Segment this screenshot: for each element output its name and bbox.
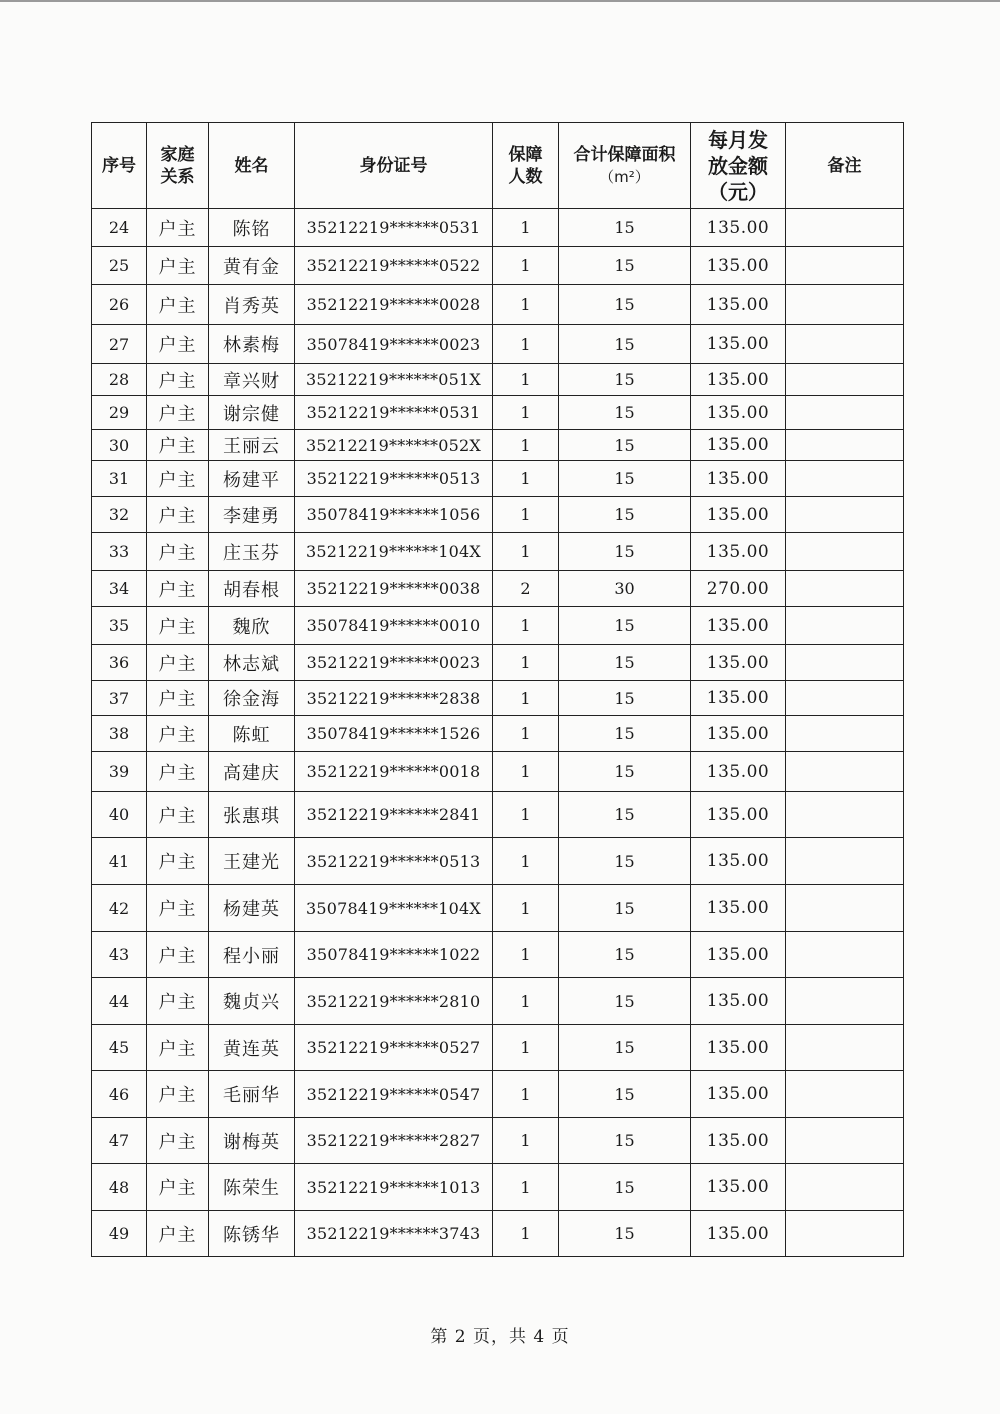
header-seq: 序号 <box>92 123 147 209</box>
cell-remark <box>786 681 904 716</box>
cell-seq: 31 <box>92 461 147 497</box>
cell-seq: 45 <box>92 1025 147 1071</box>
cell-relation: 户主 <box>147 645 209 681</box>
cell-area: 15 <box>559 533 691 571</box>
cell-seq: 36 <box>92 645 147 681</box>
header-remark: 备注 <box>786 123 904 209</box>
cell-remark <box>786 932 904 978</box>
table-row <box>92 364 904 396</box>
cell-persons: 1 <box>493 1025 559 1071</box>
cell-amount: 135.00 <box>691 364 786 396</box>
cell-name: 徐金海 <box>209 681 295 716</box>
cell-name: 李建勇 <box>209 497 295 533</box>
cell-relation: 户主 <box>147 209 209 247</box>
header-name: 姓名 <box>209 123 295 209</box>
cell-relation: 户主 <box>147 461 209 497</box>
cell-area: 15 <box>559 247 691 285</box>
cell-persons: 1 <box>493 247 559 285</box>
cell-seq: 29 <box>92 396 147 430</box>
cell-remark <box>786 716 904 752</box>
cell-amount: 135.00 <box>691 247 786 285</box>
cell-area: 15 <box>559 325 691 364</box>
cell-relation: 户主 <box>147 285 209 325</box>
housing-subsidy-table <box>91 122 904 1257</box>
cell-id-number: 35212219******0531 <box>295 396 493 430</box>
cell-persons: 1 <box>493 1071 559 1118</box>
cell-amount: 135.00 <box>691 752 786 792</box>
cell-remark <box>786 325 904 364</box>
cell-persons: 1 <box>493 885 559 932</box>
cell-seq: 49 <box>92 1211 147 1257</box>
cell-seq: 38 <box>92 716 147 752</box>
cell-relation: 户主 <box>147 607 209 645</box>
cell-area: 15 <box>559 497 691 533</box>
cell-name: 杨建平 <box>209 461 295 497</box>
cell-area: 15 <box>559 1211 691 1257</box>
cell-persons: 1 <box>493 838 559 885</box>
cell-seq: 37 <box>92 681 147 716</box>
cell-id-number: 35212219******0018 <box>295 752 493 792</box>
table-row <box>92 430 904 461</box>
cell-id-number: 35212219******0023 <box>295 645 493 681</box>
cell-area: 15 <box>559 209 691 247</box>
cell-area: 15 <box>559 792 691 838</box>
cell-area: 15 <box>559 607 691 645</box>
cell-name: 谢宗健 <box>209 396 295 430</box>
cell-relation: 户主 <box>147 681 209 716</box>
table-row <box>92 885 904 932</box>
cell-name: 张惠琪 <box>209 792 295 838</box>
cell-area: 15 <box>559 430 691 461</box>
cell-remark <box>786 571 904 607</box>
table-row <box>92 1025 904 1071</box>
cell-name: 杨建英 <box>209 885 295 932</box>
cell-remark <box>786 364 904 396</box>
cell-persons: 2 <box>493 571 559 607</box>
table-row <box>92 978 904 1025</box>
cell-persons: 1 <box>493 533 559 571</box>
cell-amount: 135.00 <box>691 1118 786 1164</box>
cell-remark <box>786 607 904 645</box>
cell-persons: 1 <box>493 1164 559 1211</box>
table-row <box>92 792 904 838</box>
cell-name: 林素梅 <box>209 325 295 364</box>
table-row <box>92 1211 904 1257</box>
cell-id-number: 35212219******0527 <box>295 1025 493 1071</box>
cell-id-number: 35212219******2841 <box>295 792 493 838</box>
cell-seq: 30 <box>92 430 147 461</box>
cell-persons: 1 <box>493 792 559 838</box>
cell-relation: 户主 <box>147 792 209 838</box>
cell-id-number: 35212219******1013 <box>295 1164 493 1211</box>
table-row <box>92 247 904 285</box>
cell-id-number: 35212219******104X <box>295 533 493 571</box>
cell-seq: 39 <box>92 752 147 792</box>
cell-relation: 户主 <box>147 752 209 792</box>
cell-relation: 户主 <box>147 497 209 533</box>
cell-name: 林志斌 <box>209 645 295 681</box>
table-row <box>92 1071 904 1118</box>
cell-amount: 135.00 <box>691 978 786 1025</box>
cell-seq: 47 <box>92 1118 147 1164</box>
table-row <box>92 752 904 792</box>
header-amount: 每月发 放金额 （元） <box>691 123 786 209</box>
cell-remark <box>786 1118 904 1164</box>
cell-seq: 43 <box>92 932 147 978</box>
cell-remark <box>786 285 904 325</box>
table-row <box>92 716 904 752</box>
cell-amount: 135.00 <box>691 497 786 533</box>
page-number: 第 2 页，共 4 页 <box>430 1327 570 1347</box>
cell-area: 15 <box>559 932 691 978</box>
cell-relation: 户主 <box>147 533 209 571</box>
cell-area: 15 <box>559 681 691 716</box>
cell-name: 王建光 <box>209 838 295 885</box>
cell-name: 胡春根 <box>209 571 295 607</box>
header-row <box>92 123 904 209</box>
cell-remark <box>786 209 904 247</box>
cell-persons: 1 <box>493 978 559 1025</box>
cell-id-number: 35212219******0513 <box>295 838 493 885</box>
cell-amount: 135.00 <box>691 1025 786 1071</box>
cell-area: 15 <box>559 396 691 430</box>
cell-remark <box>786 396 904 430</box>
cell-persons: 1 <box>493 209 559 247</box>
cell-relation: 户主 <box>147 430 209 461</box>
cell-id-number: 35078419******104X <box>295 885 493 932</box>
cell-seq: 26 <box>92 285 147 325</box>
cell-amount: 135.00 <box>691 607 786 645</box>
cell-relation: 户主 <box>147 932 209 978</box>
header-id-number: 身份证号 <box>295 123 493 209</box>
cell-seq: 41 <box>92 838 147 885</box>
table-row <box>92 533 904 571</box>
cell-persons: 1 <box>493 932 559 978</box>
cell-name: 章兴财 <box>209 364 295 396</box>
cell-name: 黄有金 <box>209 247 295 285</box>
cell-area: 15 <box>559 885 691 932</box>
table-row <box>92 1118 904 1164</box>
cell-amount: 135.00 <box>691 885 786 932</box>
cell-persons: 1 <box>493 430 559 461</box>
header-relation: 家庭 关系 <box>147 123 209 209</box>
cell-id-number: 35212219******0522 <box>295 247 493 285</box>
header-area: 合计保障面积 （m²） <box>559 123 691 209</box>
cell-remark <box>786 1025 904 1071</box>
cell-relation: 户主 <box>147 1118 209 1164</box>
cell-persons: 1 <box>493 607 559 645</box>
cell-amount: 135.00 <box>691 792 786 838</box>
cell-amount: 135.00 <box>691 838 786 885</box>
cell-area: 15 <box>559 838 691 885</box>
table-row <box>92 396 904 430</box>
cell-relation: 户主 <box>147 1164 209 1211</box>
cell-persons: 1 <box>493 1211 559 1257</box>
cell-remark <box>786 1071 904 1118</box>
cell-name: 谢梅英 <box>209 1118 295 1164</box>
cell-relation: 户主 <box>147 1211 209 1257</box>
cell-area: 15 <box>559 752 691 792</box>
cell-name: 庄玉芬 <box>209 533 295 571</box>
cell-amount: 135.00 <box>691 285 786 325</box>
table-row <box>92 607 904 645</box>
cell-relation: 户主 <box>147 1071 209 1118</box>
table-body <box>92 209 904 1257</box>
cell-persons: 1 <box>493 364 559 396</box>
table-row <box>92 497 904 533</box>
cell-remark <box>786 885 904 932</box>
cell-seq: 35 <box>92 607 147 645</box>
cell-relation: 户主 <box>147 325 209 364</box>
cell-area: 15 <box>559 285 691 325</box>
table-row <box>92 681 904 716</box>
cell-id-number: 35212219******0547 <box>295 1071 493 1118</box>
cell-name: 黄连英 <box>209 1025 295 1071</box>
cell-amount: 135.00 <box>691 1211 786 1257</box>
cell-amount: 135.00 <box>691 461 786 497</box>
cell-name: 毛丽华 <box>209 1071 295 1118</box>
cell-remark <box>786 1211 904 1257</box>
cell-area: 15 <box>559 645 691 681</box>
cell-seq: 46 <box>92 1071 147 1118</box>
cell-id-number: 35078419******1526 <box>295 716 493 752</box>
cell-relation: 户主 <box>147 1025 209 1071</box>
cell-name: 陈锈华 <box>209 1211 295 1257</box>
cell-seq: 44 <box>92 978 147 1025</box>
cell-name: 陈铭 <box>209 209 295 247</box>
cell-area: 15 <box>559 716 691 752</box>
cell-id-number: 35212219******051X <box>295 364 493 396</box>
cell-area: 15 <box>559 364 691 396</box>
cell-name: 魏欣 <box>209 607 295 645</box>
cell-amount: 135.00 <box>691 681 786 716</box>
cell-amount: 135.00 <box>691 645 786 681</box>
header-persons: 保障 人数 <box>493 123 559 209</box>
table-row <box>92 571 904 607</box>
cell-persons: 1 <box>493 497 559 533</box>
cell-name: 程小丽 <box>209 932 295 978</box>
cell-seq: 48 <box>92 1164 147 1211</box>
cell-persons: 1 <box>493 752 559 792</box>
cell-remark <box>786 533 904 571</box>
cell-seq: 25 <box>92 247 147 285</box>
table-row <box>92 209 904 247</box>
cell-remark <box>786 497 904 533</box>
cell-relation: 户主 <box>147 364 209 396</box>
table-row <box>92 932 904 978</box>
cell-remark <box>786 430 904 461</box>
cell-remark <box>786 1164 904 1211</box>
cell-remark <box>786 247 904 285</box>
cell-amount: 135.00 <box>691 716 786 752</box>
cell-seq: 28 <box>92 364 147 396</box>
cell-seq: 32 <box>92 497 147 533</box>
cell-name: 高建庆 <box>209 752 295 792</box>
cell-persons: 1 <box>493 681 559 716</box>
cell-remark <box>786 978 904 1025</box>
cell-remark <box>786 645 904 681</box>
cell-amount: 135.00 <box>691 1164 786 1211</box>
cell-area: 15 <box>559 461 691 497</box>
cell-seq: 33 <box>92 533 147 571</box>
cell-persons: 1 <box>493 461 559 497</box>
cell-amount: 135.00 <box>691 1071 786 1118</box>
cell-id-number: 35078419******1056 <box>295 497 493 533</box>
cell-id-number: 35212219******0028 <box>295 285 493 325</box>
cell-relation: 户主 <box>147 571 209 607</box>
cell-id-number: 35212219******2838 <box>295 681 493 716</box>
cell-seq: 27 <box>92 325 147 364</box>
cell-amount: 135.00 <box>691 209 786 247</box>
table-row <box>92 461 904 497</box>
cell-area: 15 <box>559 1071 691 1118</box>
cell-id-number: 35078419******1022 <box>295 932 493 978</box>
table-row <box>92 645 904 681</box>
cell-id-number: 35078419******0010 <box>295 607 493 645</box>
cell-remark <box>786 792 904 838</box>
cell-relation: 户主 <box>147 716 209 752</box>
cell-id-number: 35212219******052X <box>295 430 493 461</box>
page-top-edge <box>0 0 1000 2</box>
cell-persons: 1 <box>493 1118 559 1164</box>
cell-seq: 40 <box>92 792 147 838</box>
cell-amount: 270.00 <box>691 571 786 607</box>
cell-id-number: 35212219******2827 <box>295 1118 493 1164</box>
cell-name: 魏贞兴 <box>209 978 295 1025</box>
cell-area: 30 <box>559 571 691 607</box>
cell-amount: 135.00 <box>691 396 786 430</box>
table-header <box>92 123 904 209</box>
cell-amount: 135.00 <box>691 533 786 571</box>
cell-area: 15 <box>559 978 691 1025</box>
cell-id-number: 35078419******0023 <box>295 325 493 364</box>
cell-seq: 34 <box>92 571 147 607</box>
cell-amount: 135.00 <box>691 932 786 978</box>
cell-area: 15 <box>559 1164 691 1211</box>
cell-relation: 户主 <box>147 838 209 885</box>
cell-seq: 24 <box>92 209 147 247</box>
cell-name: 陈虹 <box>209 716 295 752</box>
cell-persons: 1 <box>493 645 559 681</box>
cell-id-number: 35212219******0531 <box>295 209 493 247</box>
cell-id-number: 35212219******2810 <box>295 978 493 1025</box>
cell-persons: 1 <box>493 325 559 364</box>
cell-amount: 135.00 <box>691 430 786 461</box>
cell-relation: 户主 <box>147 247 209 285</box>
cell-name: 王丽云 <box>209 430 295 461</box>
cell-remark <box>786 752 904 792</box>
cell-id-number: 35212219******0513 <box>295 461 493 497</box>
cell-name: 肖秀英 <box>209 285 295 325</box>
cell-id-number: 35212219******0038 <box>295 571 493 607</box>
table-row <box>92 325 904 364</box>
cell-persons: 1 <box>493 396 559 430</box>
cell-persons: 1 <box>493 285 559 325</box>
cell-persons: 1 <box>493 716 559 752</box>
cell-id-number: 35212219******3743 <box>295 1211 493 1257</box>
table-row <box>92 285 904 325</box>
cell-amount: 135.00 <box>691 325 786 364</box>
cell-seq: 42 <box>92 885 147 932</box>
cell-relation: 户主 <box>147 885 209 932</box>
cell-area: 15 <box>559 1025 691 1071</box>
cell-remark <box>786 838 904 885</box>
cell-area: 15 <box>559 1118 691 1164</box>
cell-name: 陈荣生 <box>209 1164 295 1211</box>
cell-relation: 户主 <box>147 396 209 430</box>
cell-remark <box>786 461 904 497</box>
table-row <box>92 838 904 885</box>
table-row <box>92 1164 904 1211</box>
cell-relation: 户主 <box>147 978 209 1025</box>
